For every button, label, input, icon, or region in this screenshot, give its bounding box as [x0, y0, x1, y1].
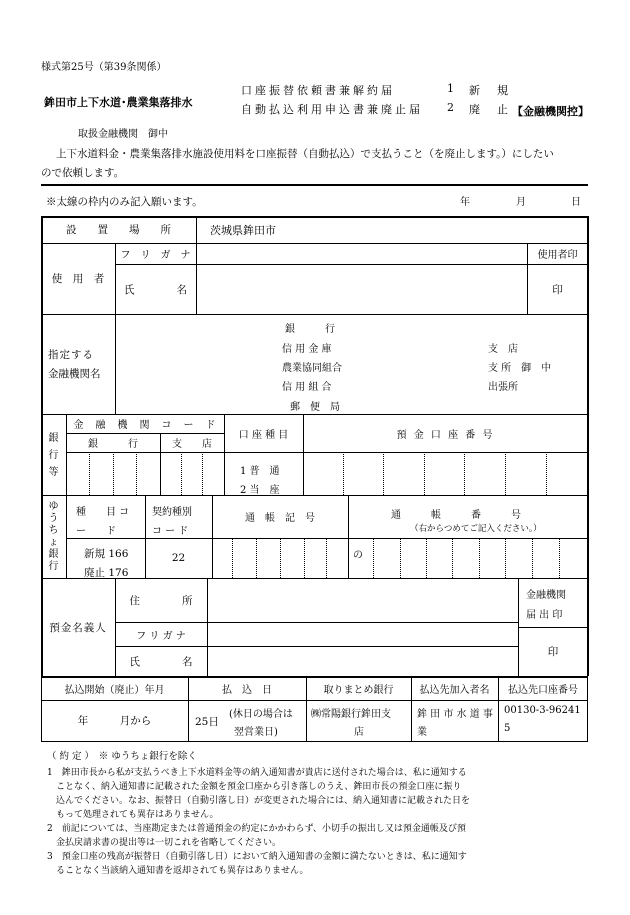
option-cancel-label: 廃 止 — [469, 103, 511, 116]
pay-day-note-2: 翌営業日) — [234, 727, 278, 738]
start-month-field[interactable]: 年 月から — [77, 715, 152, 727]
contract-header-2: コ ー ド — [152, 526, 189, 537]
option-new-number: 1 — [447, 82, 454, 95]
holder-seal-header-2: 届 出 印 — [526, 610, 563, 621]
copy-label: 【金融機関控】 — [512, 105, 589, 118]
account-type-current[interactable]: 2 当 座 — [240, 485, 280, 496]
yucho-type-cancel[interactable]: 廃止 176 — [84, 567, 129, 579]
holder-seal[interactable]: 印 — [547, 646, 559, 658]
passbook-number-header: 通 帳 番 号 — [391, 510, 521, 521]
payee-account-header: 払込先口座番号 — [508, 684, 578, 696]
passbook-symbol-header: 通 帳 記 号 — [245, 513, 315, 524]
account-number-header: 預 金 口 座 番 号 — [396, 429, 495, 441]
bank-side-label: 銀 行 等 — [48, 432, 59, 478]
account-holder-label: 預金名義人 — [49, 621, 107, 634]
yucho-type-header-2: ー ド — [76, 526, 116, 537]
intro-line2: ので依頼します。 — [41, 167, 125, 179]
collecting-bank-header: 取りまとめ銀行 — [323, 684, 394, 696]
option-cancel-number: 2 — [447, 101, 454, 114]
holder-address-label: 住 所 — [129, 594, 193, 607]
start-month-header: 払込開始（廃止）年月 — [64, 684, 165, 696]
passbook-no-char: の — [353, 550, 363, 561]
user-furigana-field[interactable] — [196, 243, 527, 264]
payee-account-value-2: 5 — [504, 723, 511, 734]
terms-line: 金払戻請求書の提出等は一切これを省略してください。 — [47, 838, 282, 848]
user-name-label: 氏 名 — [124, 283, 187, 296]
contract-code-value: 22 — [171, 552, 186, 564]
terms-line: ことなく、納入通知書に記載された金額を預金口座から引き落しのうえ、鉾田市長の預金口座に振り — [47, 782, 462, 792]
addressee: 取扱金融機関 御中 — [78, 129, 168, 140]
user-label: 使 用 者 — [51, 273, 105, 285]
yucho-type-new[interactable]: 新規 166 — [84, 548, 129, 560]
user-name-field[interactable] — [196, 264, 527, 314]
thick-frame-note: ※太線の枠内のみ記入願います。 — [46, 196, 203, 208]
yucho-type-header-1: 種 目 コ — [76, 507, 130, 518]
date-month: 月 — [516, 197, 526, 208]
pay-day-header: 払 込 日 — [222, 684, 272, 696]
holder-furigana-label: フ リ ガ ナ — [136, 630, 186, 642]
terms-line: 3 預金口座の残高が振替日（自動引落し日）において納入通知書の金額に満たないときは、私に通知す — [47, 852, 467, 862]
terms-heading: （ 約 定 ） ※ ゆうちょ銀行を除く — [47, 751, 197, 762]
terms-line: 込んでください。なお、振替日（自動引落し日）が変更された場合には、納入通知書に記載された日を — [47, 796, 471, 806]
intro-line1: 上下水道料金・農業集落排水施設使用料を口座振替（自動払込）で支払うこと（を廃止します。）にしたい — [56, 148, 554, 160]
bank-code-sub-bank: 銀 行 — [88, 439, 138, 450]
holder-name-label: 氏 名 — [129, 655, 193, 668]
contract-header-1: 契約種別 — [152, 507, 192, 518]
institution-type-bank[interactable]: 銀 行 — [285, 324, 335, 335]
collecting-bank-value: ㈱常陽銀行鉾田支 — [311, 709, 391, 720]
institution-type-ja[interactable]: 農業協同組合 — [282, 363, 342, 374]
location-value[interactable]: 茨城県鉾田市 — [210, 223, 276, 237]
option-new-label: 新 規 — [469, 84, 511, 97]
institution-label-2: 金融機関名 — [48, 368, 101, 380]
date-day: 日 — [571, 197, 581, 208]
yucho-side-label: ゆ う ち ょ 銀 行 — [48, 501, 59, 572]
bank-code-sub-branch: 支 店 — [172, 439, 212, 450]
title-line1: 口座振替依頼書兼解約届 — [241, 84, 395, 97]
payee-name-value: 鉾 田 市 水 道 事 — [417, 709, 493, 720]
holder-name-field[interactable] — [207, 646, 518, 676]
institution-type-post[interactable]: 郵 便 局 — [290, 402, 340, 413]
account-type-ordinary[interactable]: 1 普 通 — [240, 466, 280, 477]
holder-furigana-field[interactable] — [207, 622, 518, 646]
terms-line: 1 鉾田市長から私が支払うべき上下水道料金等の納入通知書が貴店に送付された場合は、私に通知する — [47, 768, 467, 778]
title-line2: 自動払込利用申込書兼廃止届 — [241, 103, 423, 116]
user-furigana-label: フ リ ガ ナ — [120, 250, 191, 261]
payee-name-header: 払込先加入者名 — [419, 684, 490, 696]
payee-name-value-2: 業 — [417, 727, 427, 738]
terms-line: ることなく当該納入通知書を返却されても異存はありません。 — [47, 866, 309, 876]
terms-line: もって処理されても異存はありません。 — [47, 810, 219, 820]
holder-seal-header-1: 金融機関 — [526, 590, 566, 601]
branch-type-substation[interactable]: 出張所 — [488, 382, 518, 393]
city-title: 鉾田市上下水道･農業集落排水 — [44, 96, 193, 109]
terms-line: 2 前記については、当座勘定または普通預金の約定にかかわらず、小切手の振出し又は預金通帳及び預 — [47, 824, 466, 834]
branch-type-branch[interactable]: 支 店 — [488, 344, 518, 355]
user-seal-header: 使用者印 — [537, 250, 578, 261]
bank-code-header: 金 融 機 関 コ ー ド — [73, 420, 217, 431]
collecting-bank-value-2: 店 — [354, 727, 364, 738]
date-year: 年 — [460, 197, 470, 208]
passbook-number-note: （右からつめてご記入ください。） — [410, 524, 542, 534]
institution-label-1: 指定する — [48, 349, 94, 361]
payee-account-value: 00130-3-96241 — [504, 705, 581, 716]
user-seal[interactable]: 印 — [552, 283, 563, 296]
pay-day-value: 25日 — [195, 716, 219, 728]
form-number: 様式第25号（第39条関係） — [41, 62, 167, 73]
account-type-header: 口 座 種 目 — [238, 429, 289, 441]
institution-type-kumiai[interactable]: 信 用 組 合 — [282, 382, 332, 393]
pay-day-note-1: (休日の場合は — [229, 709, 293, 720]
branch-type-office[interactable]: 支 所 御 中 — [488, 363, 552, 374]
location-label: 設 置 場 所 — [66, 224, 171, 236]
institution-type-shinkin[interactable]: 信 用 金 庫 — [282, 344, 332, 355]
holder-address-field[interactable] — [207, 578, 518, 622]
